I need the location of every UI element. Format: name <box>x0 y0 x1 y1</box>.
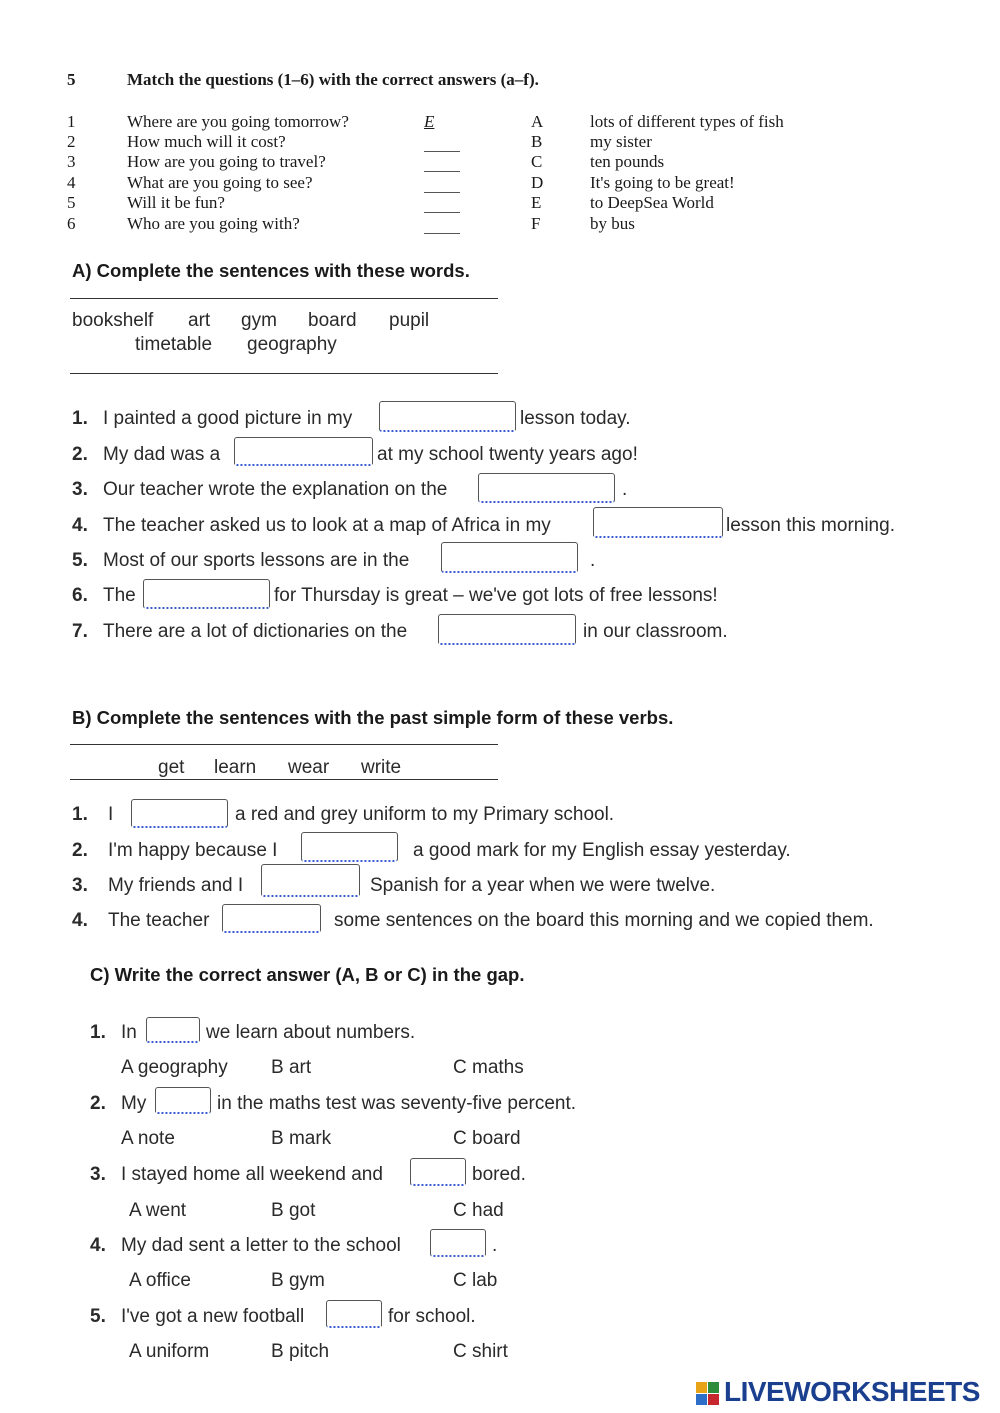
sentence-start: The teacher <box>108 910 210 931</box>
sentence-end: for Thursday is great – we've got lots of free lessons! <box>274 585 718 606</box>
question-number: 1 <box>67 112 76 131</box>
sentence-start: My dad was a <box>103 444 221 465</box>
word-bank-word: write <box>361 757 402 778</box>
sentence-end: Spanish for a year when we were twelve. <box>370 875 716 896</box>
option-a: A uniform <box>129 1341 210 1362</box>
answer-gap[interactable] <box>326 1300 382 1328</box>
option-b: B got <box>271 1200 316 1221</box>
option-a: A went <box>129 1200 187 1221</box>
answer-gap[interactable] <box>261 864 360 897</box>
answer-letter: B <box>531 132 543 151</box>
sentence-start: The teacher asked us to look at a map of Africa in my <box>103 515 551 536</box>
liveworksheets-logo-icon <box>696 1382 720 1406</box>
answer-gap[interactable] <box>478 473 615 503</box>
sentence-start: My dad sent a letter to the school <box>121 1235 401 1256</box>
word-bank-word: learn <box>214 757 257 778</box>
word-bank-word: timetable <box>135 334 213 355</box>
item-number: 2. <box>90 1093 106 1114</box>
item-number: 4. <box>72 515 88 536</box>
answer-text: to DeepSea World <box>590 193 714 212</box>
sentence-start: I painted a good picture in my <box>103 408 353 429</box>
sentence-end: some sentences on the board this morning and we copied them. <box>334 910 874 931</box>
word-bank-word: geography <box>247 334 337 355</box>
divider <box>70 744 498 745</box>
item-number: 3. <box>72 479 88 500</box>
answer-letter: A <box>531 112 544 131</box>
question-number: 5 <box>67 193 76 212</box>
sentence-end: a good mark for my English essay yesterday. <box>413 840 791 861</box>
item-number: 5. <box>90 1306 106 1327</box>
item-number: 3. <box>90 1164 106 1185</box>
question-text: How are you going to travel? <box>127 152 326 171</box>
word-bank-word: get <box>158 757 185 778</box>
sentence-end: in our classroom. <box>583 621 728 642</box>
option-b: B art <box>271 1057 312 1078</box>
answer-letter: D <box>531 173 544 192</box>
item-number: 1. <box>72 408 88 429</box>
question-text: Who are you going with? <box>127 214 300 233</box>
sentence-start: My <box>121 1093 147 1114</box>
answer-blank-filled[interactable]: E <box>424 112 435 131</box>
divider <box>70 298 498 299</box>
answer-gap[interactable] <box>222 904 321 933</box>
answer-gap[interactable] <box>131 799 228 828</box>
question-number: 6 <box>67 214 76 233</box>
sentence-end: lesson today. <box>520 408 631 429</box>
word-bank-word: gym <box>241 310 277 331</box>
answer-text: It's going to be great! <box>590 173 735 192</box>
answer-gap[interactable] <box>146 1017 200 1043</box>
option-c: C board <box>453 1128 521 1149</box>
question-text: How much will it cost? <box>127 132 286 151</box>
sentence-start: I'm happy because I <box>108 840 278 861</box>
sentence-end: in the maths test was seventy-five percent. <box>217 1093 577 1114</box>
answer-text: my sister <box>590 132 652 151</box>
answer-gap[interactable] <box>301 832 398 862</box>
answer-blank[interactable] <box>424 211 460 213</box>
question-text: Will it be fun? <box>127 193 225 212</box>
sentence-start: I <box>108 804 114 825</box>
sentence-end: lesson this morning. <box>726 515 895 536</box>
divider <box>70 779 498 780</box>
sentence-start: My friends and I <box>108 875 244 896</box>
answer-blank[interactable] <box>424 170 460 172</box>
word-bank-word: art <box>188 310 211 331</box>
answer-gap[interactable] <box>441 542 578 573</box>
option-b: B gym <box>271 1270 325 1291</box>
item-number: 2. <box>72 840 88 861</box>
item-number: 1. <box>72 804 88 825</box>
sentence-end: . <box>492 1235 498 1256</box>
section-a-title: A) Complete the sentences with these words. <box>72 260 470 281</box>
answer-text: by bus <box>590 214 635 233</box>
word-bank-word: pupil <box>389 310 430 331</box>
sentence-end: at my school twenty years ago! <box>377 444 638 465</box>
option-a: A office <box>129 1270 191 1291</box>
sentence-end: bored. <box>472 1164 526 1185</box>
sentence-start: Our teacher wrote the explanation on the <box>103 479 448 500</box>
question-text: What are you going to see? <box>127 173 313 192</box>
sentence-end: a red and grey uniform to my Primary school. <box>235 804 615 825</box>
question-text: Where are you going tomorrow? <box>127 112 349 131</box>
answer-blank[interactable] <box>424 191 460 193</box>
item-number: 5. <box>72 550 88 571</box>
sentence-start: I stayed home all weekend and <box>121 1164 383 1185</box>
sentence-end: we learn about numbers. <box>206 1022 416 1043</box>
answer-text: ten pounds <box>590 152 665 171</box>
item-number: 7. <box>72 621 88 642</box>
option-b: B pitch <box>271 1341 330 1362</box>
word-bank-word: wear <box>288 757 330 778</box>
answer-gap[interactable] <box>155 1087 211 1114</box>
option-a: A note <box>121 1128 175 1149</box>
sentence-end: . <box>590 550 596 571</box>
question-number: 3 <box>67 152 76 171</box>
option-c: C lab <box>453 1270 498 1291</box>
divider <box>70 373 498 374</box>
answer-blank[interactable] <box>424 150 460 152</box>
answer-letter: C <box>531 152 543 171</box>
answer-gap[interactable] <box>410 1158 466 1186</box>
answer-letter: F <box>531 214 541 233</box>
answer-gap[interactable] <box>430 1229 486 1257</box>
sentence-start: Most of our sports lessons are in the <box>103 550 410 571</box>
sentence-end: for school. <box>388 1306 476 1327</box>
answer-gap[interactable] <box>438 614 576 645</box>
sentence-end: . <box>622 479 628 500</box>
sentence-start: I've got a new football <box>121 1306 305 1327</box>
answer-gap[interactable] <box>593 507 723 538</box>
exercise-instruction: Match the questions (1–6) with the correct answers (a–f). <box>127 70 539 89</box>
word-bank-word: bookshelf <box>72 310 154 331</box>
answer-text: lots of different types of fish <box>590 112 784 131</box>
item-number: 6. <box>72 585 88 606</box>
sentence-start: There are a lot of dictionaries on the <box>103 621 408 642</box>
sentence-start: In <box>121 1022 137 1043</box>
answer-letter: E <box>531 193 542 212</box>
item-number: 4. <box>90 1235 106 1256</box>
answer-blank[interactable] <box>424 232 460 234</box>
item-number: 1. <box>90 1022 106 1043</box>
answer-gap[interactable] <box>234 437 373 466</box>
word-bank-word: board <box>308 310 357 331</box>
sentence-start: The <box>103 585 136 606</box>
option-c: C maths <box>453 1057 524 1078</box>
brand-wordmark[interactable]: LIVEWORKSHEETS <box>724 1376 980 1407</box>
answer-gap[interactable] <box>379 401 516 432</box>
option-c: C shirt <box>453 1341 508 1362</box>
item-number: 2. <box>72 444 88 465</box>
option-b: B mark <box>271 1128 332 1149</box>
item-number: 4. <box>72 910 88 931</box>
answer-gap[interactable] <box>143 579 270 609</box>
question-number: 4 <box>67 173 76 192</box>
item-number: 3. <box>72 875 88 896</box>
option-a: A geography <box>121 1057 228 1078</box>
section-b-title: B) Complete the sentences with the past simple form of these verbs. <box>72 707 674 728</box>
section-c-title: C) Write the correct answer (A, B or C) in the gap. <box>90 964 525 985</box>
exercise-number: 5 <box>67 70 76 89</box>
question-number: 2 <box>67 132 76 151</box>
option-c: C had <box>453 1200 504 1221</box>
